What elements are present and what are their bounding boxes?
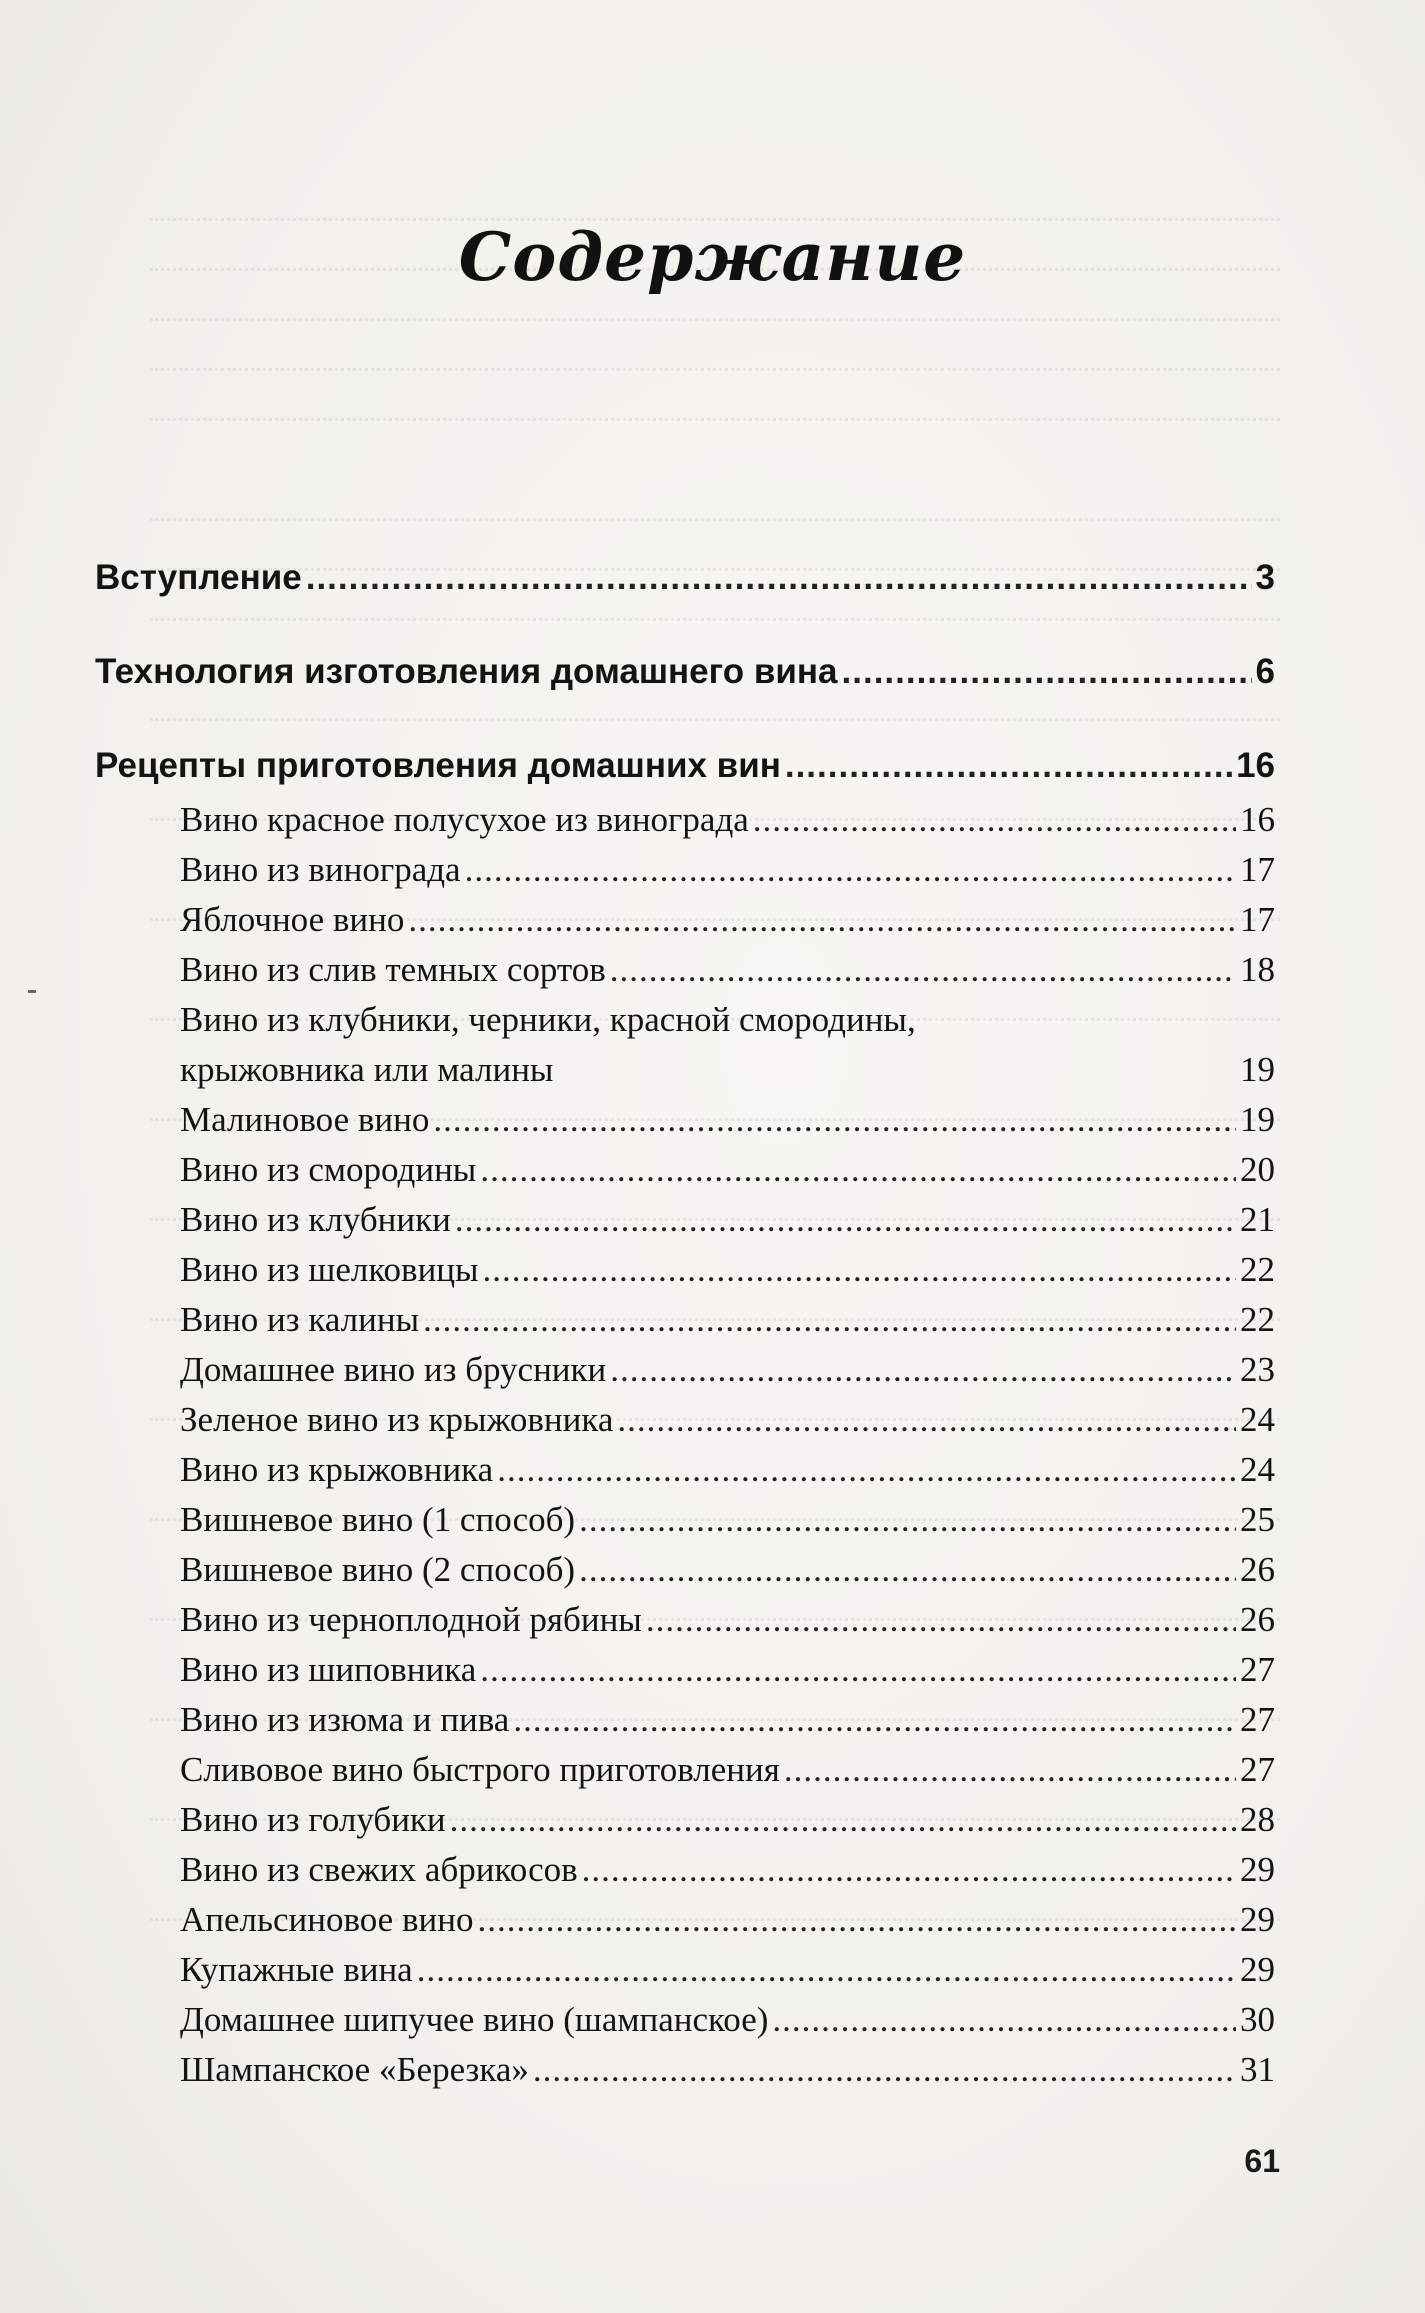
dot-leader [480,1645,1236,1695]
toc-section-page: 3 [1255,558,1275,597]
toc-item-page: 22 [1240,1300,1275,1339]
toc-item-page: 23 [1240,1350,1275,1389]
toc-item[interactable] [95,2045,1275,2095]
dot-leader [417,1945,1236,1995]
dot-leader [480,1145,1236,1195]
dot-leader [423,1295,1236,1345]
toc-item-label-line2: крыжовника или малины [180,1050,554,1089]
toc-item-page: 22 [1240,1250,1275,1289]
toc-item-page: 31 [1240,2050,1275,2089]
toc-item-label: Сливовое вино быстрого приготовления [180,1750,780,1789]
toc-item-label: Шампанское «Березка» [180,2050,529,2089]
dot-leader [408,895,1236,945]
dot-leader [646,1595,1236,1645]
toc-item-page: 21 [1240,1200,1275,1239]
toc-item-line2 [180,1045,1275,1095]
toc-item[interactable] [95,1545,1275,1595]
toc-item-page: 16 [1240,800,1275,839]
toc-section-technology[interactable] [95,647,1275,697]
toc-item[interactable] [95,1595,1275,1645]
dot-leader [579,1545,1236,1595]
dot-leader [433,1095,1236,1145]
dot-leader [772,1995,1236,2045]
toc-item[interactable] [95,945,1275,995]
toc-item[interactable] [95,1795,1275,1845]
toc-item[interactable] [95,845,1275,895]
toc-item-page: 24 [1240,1400,1275,1439]
toc-item-page: 28 [1240,1800,1275,1839]
margin-mark [28,990,36,993]
toc-item[interactable] [95,1745,1275,1795]
toc-item-page: 17 [1240,850,1275,889]
toc-item[interactable] [95,1845,1275,1895]
toc-item[interactable] [95,1195,1275,1245]
toc-item-label: Домашнее шипучее вино (шампанское) [180,2000,769,2039]
toc-item-label: Вино из шиповника [180,1650,477,1689]
dot-leader [610,945,1236,995]
toc-item-page: 19 [1240,1100,1275,1139]
dot-leader [842,647,1252,697]
dot-leader [465,845,1236,895]
toc-item-label: Малиновое вино [180,1100,430,1139]
toc-item-multiline[interactable] [95,995,1275,1095]
dot-leader [533,2045,1236,2095]
toc-item[interactable] [95,895,1275,945]
toc-item[interactable] [95,1445,1275,1495]
page-number: 61 [1244,2143,1280,2179]
toc-item-label: Вино из винограда [180,850,461,889]
toc-item[interactable] [95,1345,1275,1395]
toc-item[interactable] [95,1645,1275,1695]
toc-item-page: 25 [1240,1500,1275,1539]
toc-item-label: Зеленое вино из крыжовника [180,1400,614,1439]
dot-leader [784,1745,1236,1795]
toc-item[interactable] [95,1945,1275,1995]
toc-item-page: 29 [1240,1950,1275,1989]
dot-leader [477,1895,1236,1945]
toc-section-page: 6 [1255,652,1275,691]
toc-item-page: 17 [1240,900,1275,939]
toc-item-page: 29 [1240,1900,1275,1939]
toc-item-label: Вишневое вино (1 способ) [180,1500,576,1539]
toc-item-label: Вино красное полусухое из винограда [180,800,749,839]
toc-item-label: Вино из шелковицы [180,1250,479,1289]
toc-item-page: 26 [1240,1600,1275,1639]
toc-item-page: 30 [1240,2000,1275,2039]
toc-section-label: Рецепты приготовления домашних вин [95,746,781,785]
toc-item[interactable] [95,1695,1275,1745]
dot-leader [785,741,1232,791]
toc-item[interactable] [95,1495,1275,1545]
toc-item-page: 19 [1240,1050,1275,1089]
page-title: Содержание [458,218,967,296]
dot-leader [483,1245,1236,1295]
toc-item-page: 24 [1240,1450,1275,1489]
dot-leader [497,1445,1236,1495]
toc-item[interactable] [95,1395,1275,1445]
dot-leader [753,795,1236,845]
dot-leader [455,1195,1236,1245]
table-of-contents [95,553,1275,2095]
toc-item-label: Купажные вина [180,1950,413,1989]
toc-section-label: Вступление [95,558,302,597]
dot-leader [610,1345,1236,1395]
dot-leader [513,1695,1236,1745]
toc-item-page: 27 [1240,1750,1275,1789]
toc-item-label: Вино из калины [180,1300,420,1339]
toc-item-page: 26 [1240,1550,1275,1589]
toc-section-page: 16 [1236,746,1275,785]
toc-item-page: 29 [1240,1850,1275,1889]
toc-item-label: Вино из свежих абрикосов [180,1850,578,1889]
toc-item[interactable] [95,1895,1275,1945]
toc-item-label-line1: Вино из клубники, черники, красной смородины, [180,1000,916,1039]
toc-item-label: Вино из черноплодной рябины [180,1600,642,1639]
dot-leader [450,1795,1236,1845]
toc-item-label: Вино из смородины [180,1150,477,1189]
toc-item-label: Апельсиновое вино [180,1900,474,1939]
toc-item-page: 20 [1240,1150,1275,1189]
toc-item[interactable] [95,1145,1275,1195]
toc-item-page: 27 [1240,1700,1275,1739]
dot-leader [306,553,1252,603]
toc-item-label: Вино из слив темных сортов [180,950,606,989]
toc-item[interactable] [95,795,1275,845]
toc-item-label: Вино из клубники [180,1200,451,1239]
toc-item-label: Домашнее вино из брусники [180,1350,607,1389]
toc-item-label: Вишневое вино (2 способ) [180,1550,576,1589]
toc-item-page: 18 [1240,950,1275,989]
toc-item[interactable] [95,1995,1275,2045]
toc-item[interactable] [95,1245,1275,1295]
dot-leader [617,1395,1236,1445]
toc-section-recipes[interactable] [95,741,1275,791]
dot-leader [579,1495,1236,1545]
toc-item-page: 27 [1240,1650,1275,1689]
toc-item[interactable] [95,1095,1275,1145]
toc-section-intro[interactable] [95,553,1275,603]
toc-item-label: Яблочное вино [180,900,405,939]
toc-section-label: Технология изготовления домашнего вина [95,652,838,691]
toc-item-label: Вино из крыжовника [180,1450,494,1489]
toc-item-label: Вино из голубики [180,1800,446,1839]
toc-item-label: Вино из изюма и пива [180,1700,510,1739]
dot-leader [582,1845,1236,1895]
toc-item[interactable] [95,1295,1275,1345]
